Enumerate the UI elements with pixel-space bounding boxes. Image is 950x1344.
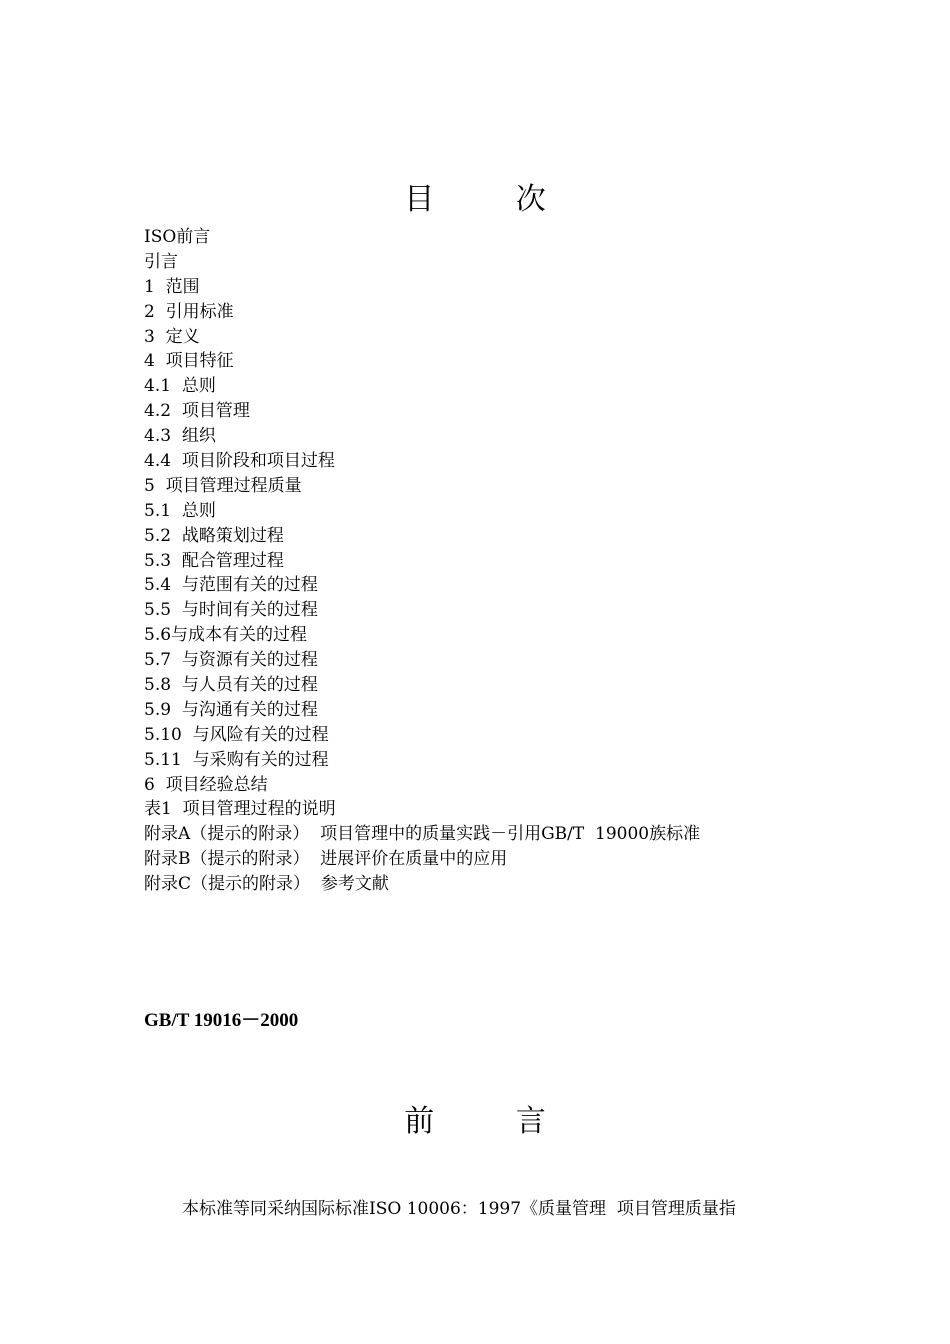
standard-code: GB/T 19016－2000 [144,1010,299,1031]
foreword-paragraph: 本标准等同采纳国际标准ISO 10006：1997《质量管理 项目管理质量指 [182,1199,736,1219]
toc-item: 表1 项目管理过程的说明 [144,799,336,820]
toc-item: 5.5 与时间有关的过程 [144,600,318,621]
toc-title: 目 次 [404,182,582,217]
toc-item: 附录C（提示的附录） 参考文献 [144,874,389,895]
toc-item: 5.9 与沟通有关的过程 [144,699,318,720]
toc-item: 引言 [144,251,178,272]
toc-item: ISO前言 [144,227,211,247]
toc-item: 6 项目经验总结 [144,774,268,795]
toc-item: 1 范围 [144,276,200,297]
toc-item: 4.3 组织 [144,426,216,447]
toc-item: 5.3 配合管理过程 [144,550,284,571]
toc-item: 5.8 与人员有关的过程 [144,675,318,696]
toc-item: 附录B（提示的附录） 进展评价在质量中的应用 [144,849,508,870]
foreword-title: 前 言 [404,1104,582,1139]
toc-item: 4.1 总则 [144,376,216,397]
toc-item: 5.11 与采购有关的过程 [144,749,329,770]
toc-item: 4.4 项目阶段和项目过程 [144,451,335,472]
toc-item: 5.6与成本有关的过程 [144,625,308,646]
toc-item: 5.2 战略策划过程 [144,525,284,546]
toc-item: 4 项目特征 [144,351,234,372]
toc-item: 5.10 与风险有关的过程 [144,724,329,745]
toc-item: 4.2 项目管理 [144,401,250,422]
toc-item: 3 定义 [144,326,200,347]
toc-item: 5 项目管理过程质量 [144,475,302,496]
toc-list [144,225,700,897]
toc-item: 5.7 与资源有关的过程 [144,650,318,671]
toc-item: 附录A（提示的附录） 项目管理中的质量实践－引用GB/T 19000族标准 [144,824,701,845]
toc-item: 5.4 与范围有关的过程 [144,575,318,596]
toc-item: 5.1 总则 [144,500,216,521]
toc-item: 2 引用标准 [144,301,234,322]
